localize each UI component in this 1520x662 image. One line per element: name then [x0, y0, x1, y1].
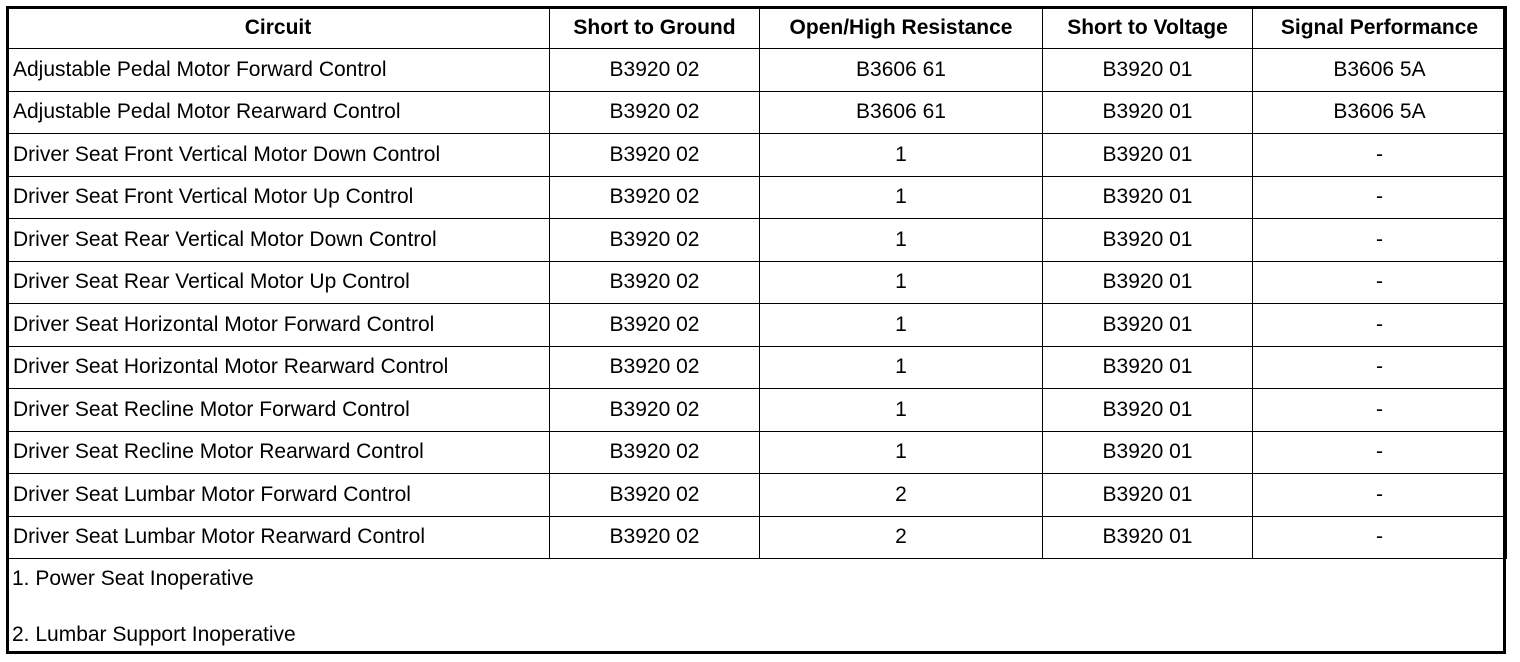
- short-to-ground-cell: B3920 02: [550, 219, 760, 262]
- footnote-1: 1. Power Seat Inoperative: [12, 567, 254, 590]
- short-to-ground-cell: B3920 02: [550, 346, 760, 389]
- circuit-cell: Driver Seat Lumbar Motor Forward Control: [7, 474, 550, 517]
- short-to-voltage-cell: B3920 01: [1043, 91, 1253, 134]
- circuit-cell: Driver Seat Front Vertical Motor Up Control: [7, 176, 550, 219]
- circuit-cell: Adjustable Pedal Motor Rearward Control: [7, 91, 550, 134]
- short-to-voltage-cell: B3920 01: [1043, 261, 1253, 304]
- header-short-to-ground: Short to Ground: [550, 7, 760, 49]
- open-high-resistance-cell: 2: [760, 474, 1043, 517]
- header-circuit: Circuit: [7, 7, 550, 49]
- short-to-voltage-cell: B3920 01: [1043, 219, 1253, 262]
- signal-performance-cell: -: [1253, 474, 1507, 517]
- circuit-cell: Driver Seat Horizontal Motor Forward Control: [7, 304, 550, 347]
- signal-performance-cell: B3606 5A: [1253, 49, 1507, 92]
- signal-performance-cell: -: [1253, 219, 1507, 262]
- short-to-voltage-cell: B3920 01: [1043, 49, 1253, 92]
- footnote-2: 2. Lumbar Support Inoperative: [12, 623, 296, 646]
- open-high-resistance-cell: 1: [760, 134, 1043, 177]
- short-to-ground-cell: B3920 02: [550, 49, 760, 92]
- circuit-cell: Driver Seat Recline Motor Forward Control: [7, 389, 550, 432]
- open-high-resistance-cell: 1: [760, 219, 1043, 262]
- signal-performance-cell: -: [1253, 431, 1507, 474]
- open-high-resistance-cell: 1: [760, 346, 1043, 389]
- circuit-cell: Driver Seat Recline Motor Rearward Control: [7, 431, 550, 474]
- short-to-voltage-cell: B3920 01: [1043, 474, 1253, 517]
- signal-performance-cell: -: [1253, 516, 1507, 559]
- open-high-resistance-cell: 1: [760, 304, 1043, 347]
- short-to-ground-cell: B3920 02: [550, 304, 760, 347]
- short-to-voltage-cell: B3920 01: [1043, 176, 1253, 219]
- open-high-resistance-cell: 1: [760, 389, 1043, 432]
- circuit-cell: Driver Seat Lumbar Motor Rearward Control: [7, 516, 550, 559]
- header-short-to-voltage: Short to Voltage: [1043, 7, 1253, 49]
- open-high-resistance-cell: B3606 61: [760, 91, 1043, 134]
- short-to-voltage-cell: B3920 01: [1043, 389, 1253, 432]
- short-to-voltage-cell: B3920 01: [1043, 516, 1253, 559]
- short-to-ground-cell: B3920 02: [550, 389, 760, 432]
- signal-performance-cell: -: [1253, 346, 1507, 389]
- short-to-ground-cell: B3920 02: [550, 474, 760, 517]
- circuit-cell: Driver Seat Rear Vertical Motor Down Control: [7, 219, 550, 262]
- open-high-resistance-cell: B3606 61: [760, 49, 1043, 92]
- header-signal-performance: Signal Performance: [1253, 7, 1507, 49]
- open-high-resistance-cell: 2: [760, 516, 1043, 559]
- circuit-cell: Driver Seat Horizontal Motor Rearward Control: [7, 346, 550, 389]
- short-to-ground-cell: B3920 02: [550, 516, 760, 559]
- open-high-resistance-cell: 1: [760, 431, 1043, 474]
- short-to-voltage-cell: B3920 01: [1043, 304, 1253, 347]
- short-to-voltage-cell: B3920 01: [1043, 346, 1253, 389]
- circuit-cell: Driver Seat Rear Vertical Motor Up Control: [7, 261, 550, 304]
- open-high-resistance-cell: 1: [760, 261, 1043, 304]
- signal-performance-cell: -: [1253, 261, 1507, 304]
- short-to-voltage-cell: B3920 01: [1043, 431, 1253, 474]
- header-open-high-resistance: Open/High Resistance: [760, 7, 1043, 49]
- open-high-resistance-cell: 1: [760, 176, 1043, 219]
- table-outer-border: [6, 6, 1506, 654]
- short-to-ground-cell: B3920 02: [550, 91, 760, 134]
- short-to-ground-cell: B3920 02: [550, 176, 760, 219]
- short-to-ground-cell: B3920 02: [550, 134, 760, 177]
- signal-performance-cell: B3606 5A: [1253, 91, 1507, 134]
- signal-performance-cell: -: [1253, 389, 1507, 432]
- signal-performance-cell: -: [1253, 176, 1507, 219]
- circuit-cell: Adjustable Pedal Motor Forward Control: [7, 49, 550, 92]
- short-to-voltage-cell: B3920 01: [1043, 134, 1253, 177]
- signal-performance-cell: -: [1253, 134, 1507, 177]
- signal-performance-cell: -: [1253, 304, 1507, 347]
- short-to-ground-cell: B3920 02: [550, 261, 760, 304]
- short-to-ground-cell: B3920 02: [550, 431, 760, 474]
- circuit-cell: Driver Seat Front Vertical Motor Down Control: [7, 134, 550, 177]
